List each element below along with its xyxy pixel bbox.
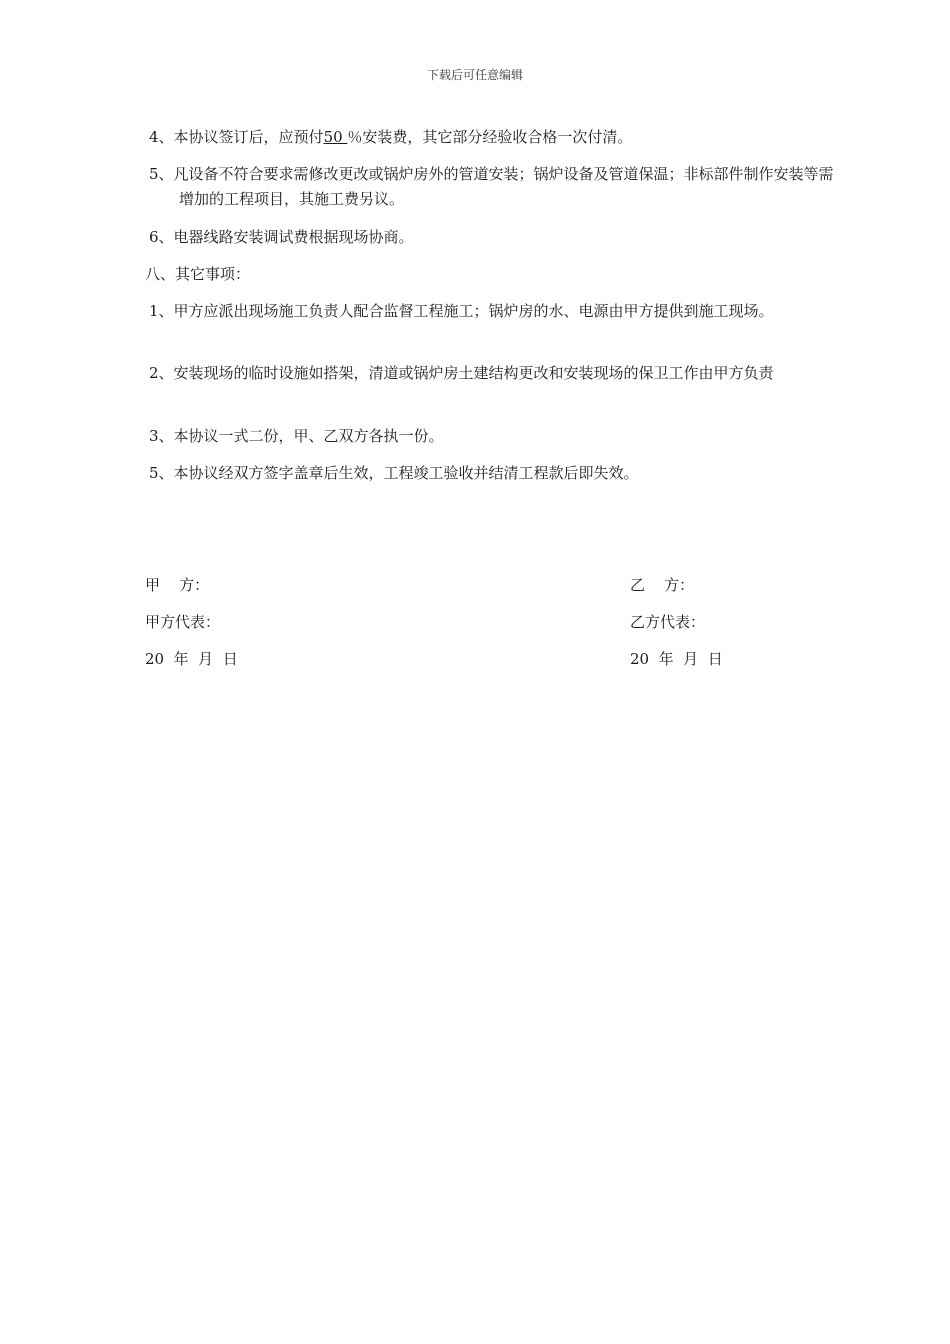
- payment-percent: 50: [323, 128, 348, 146]
- clause-number: 1、: [149, 302, 174, 320]
- party-b-label: 乙 方：: [630, 576, 695, 594]
- clause-number: 5、: [149, 165, 174, 183]
- party-a-representative-label: 甲方代表：: [145, 613, 221, 631]
- clause-number: 3、: [149, 427, 174, 445]
- party-a-label: 甲 方：: [145, 576, 210, 594]
- clause-text: 本协议一式二份，甲、乙双方各执一份。: [173, 427, 444, 445]
- clause-item-4-payment: [149, 125, 844, 150]
- clause-item-3-copies: [149, 424, 844, 449]
- clause-text: ％安装费，其它部分经验收合格一次付清。: [347, 128, 633, 146]
- clause-item-5-extra-works: [149, 162, 844, 212]
- clause-item-2-temporary-facilities: [149, 361, 844, 386]
- party-b-date: 20 年 月 日: [630, 650, 723, 668]
- clause-text: 甲方应派出现场施工负责人配合监督工程施工；锅炉房的水、电源由甲方提供到施工现场。: [173, 302, 774, 320]
- clause-item-6-electrical: [149, 225, 844, 250]
- clause-number: 6、: [149, 228, 174, 246]
- clause-text: 电器线路安装调试费根据现场协商。: [173, 228, 414, 246]
- page-header: 下载后可任意编辑: [426, 68, 523, 82]
- clause-text: 安装现场的临时设施如搭架，清道或锅炉房土建结构更改和安装现场的保卫工作由甲方负责: [173, 364, 774, 382]
- section-title-other-matters: 八、其它事项：: [145, 265, 251, 283]
- clause-number: 4、: [149, 128, 174, 146]
- clause-number: 5、: [149, 464, 174, 482]
- clause-item-5-effectiveness: [149, 461, 844, 486]
- clause-text: 凡设备不符合要求需修改更改或锅炉房外的管道安装；锅炉设备及管道保温；非标部件制作安装等需增加的工程项目，其施工费另议。: [173, 165, 834, 208]
- clause-number: 2、: [149, 364, 174, 382]
- clause-text: 本协议签订后，应预付: [173, 128, 324, 146]
- clause-item-1-site-supervisor: [149, 299, 844, 324]
- clause-text: 本协议经双方签字盖章后生效，工程竣工验收并结清工程款后即失效。: [173, 464, 639, 482]
- party-a-date: 20 年 月 日: [145, 650, 238, 668]
- party-b-representative-label: 乙方代表：: [630, 613, 706, 631]
